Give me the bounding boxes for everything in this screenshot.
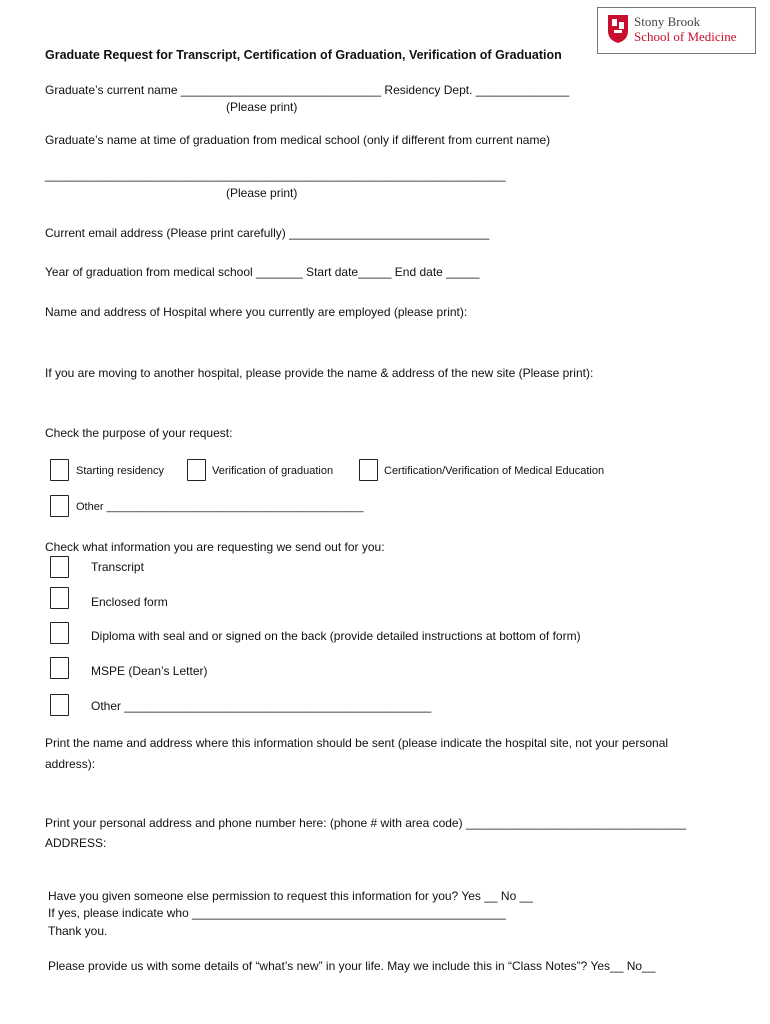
info-checkbox-diploma[interactable] [50, 622, 69, 644]
info-label-transcript: Transcript [91, 560, 144, 574]
info-label-mspe: MSPE (Dean’s Letter) [91, 664, 208, 678]
address-label: ADDRESS: [45, 836, 107, 850]
info-checkbox-other[interactable] [50, 694, 69, 716]
thank-you-text: Thank you. [48, 924, 108, 938]
info-checkbox-enclosed-form[interactable] [50, 587, 69, 609]
send-to-prompt: Print the name and address where this information should be sent (please indicate the hospital site, not your personal [45, 736, 669, 750]
purpose-checkbox-other[interactable] [50, 495, 69, 517]
send-to-prompt-continued: address): [45, 757, 96, 771]
purpose-label-certification: Certification/Verification of Medical Education [384, 465, 605, 477]
purpose-other-field[interactable]: Other __________________________________________ [76, 501, 364, 513]
personal-phone-field[interactable]: Print your personal address and phone number here: (phone # with area code) _________________________________ [45, 816, 687, 830]
info-other-field[interactable]: Other ______________________________________________ [91, 699, 432, 713]
class-notes-question[interactable]: Please provide us with some details of “what’s new” in your life. May we include this in “Class Notes”? Yes__ No__ [48, 959, 656, 973]
purpose-heading: Check the purpose of your request: [45, 426, 233, 440]
purpose-checkbox-starting-residency[interactable] [50, 459, 69, 481]
please-print-note: (Please print) [226, 100, 298, 114]
logo-line-school-of-medicine: School of Medicine [634, 29, 737, 44]
new-hospital-prompt: If you are moving to another hospital, please provide the name & address of the new site (Please print): [45, 366, 594, 380]
form-title: Graduate Request for Transcript, Certification of Graduation, Verification of Graduation [45, 48, 562, 62]
email-field[interactable]: Current email address (Please print carefully) ______________________________ [45, 226, 490, 240]
logo-line-stony-brook: Stony Brook [634, 14, 701, 29]
purpose-label-starting-residency: Starting residency [76, 465, 165, 477]
info-label-enclosed-form: Enclosed form [91, 595, 168, 609]
purpose-checkbox-certification[interactable] [359, 459, 378, 481]
graduation-name-prompt: Graduate’s name at time of graduation from medical school (only if different from current name) [45, 133, 551, 147]
purpose-label-verification: Verification of graduation [212, 465, 334, 477]
school-logo [597, 7, 756, 54]
info-heading: Check what information you are requesting we send out for you: [45, 540, 385, 554]
info-checkbox-transcript[interactable] [50, 556, 69, 578]
current-name-field[interactable]: Graduate’s current name ______________________________ Residency Dept. ______________ [45, 83, 570, 97]
shield-icon [607, 14, 629, 44]
graduation-name-field[interactable]: _____________________________________________________________________ [45, 168, 506, 182]
permission-question[interactable]: Have you given someone else permission to request this information for you? Yes __ No __ [48, 889, 533, 903]
info-label-diploma: Diploma with seal and or signed on the back (provide detailed instructions at bottom of form) [91, 629, 581, 643]
graduation-year-field[interactable]: Year of graduation from medical school _______ Start date_____ End date _____ [45, 265, 480, 279]
purpose-checkbox-verification[interactable] [187, 459, 206, 481]
info-checkbox-mspe[interactable] [50, 657, 69, 679]
hospital-prompt: Name and address of Hospital where you currently are employed (please print): [45, 305, 468, 319]
authorized-person-field[interactable]: If yes, please indicate who _______________________________________________ [48, 906, 506, 920]
please-print-note: (Please print) [226, 186, 298, 200]
